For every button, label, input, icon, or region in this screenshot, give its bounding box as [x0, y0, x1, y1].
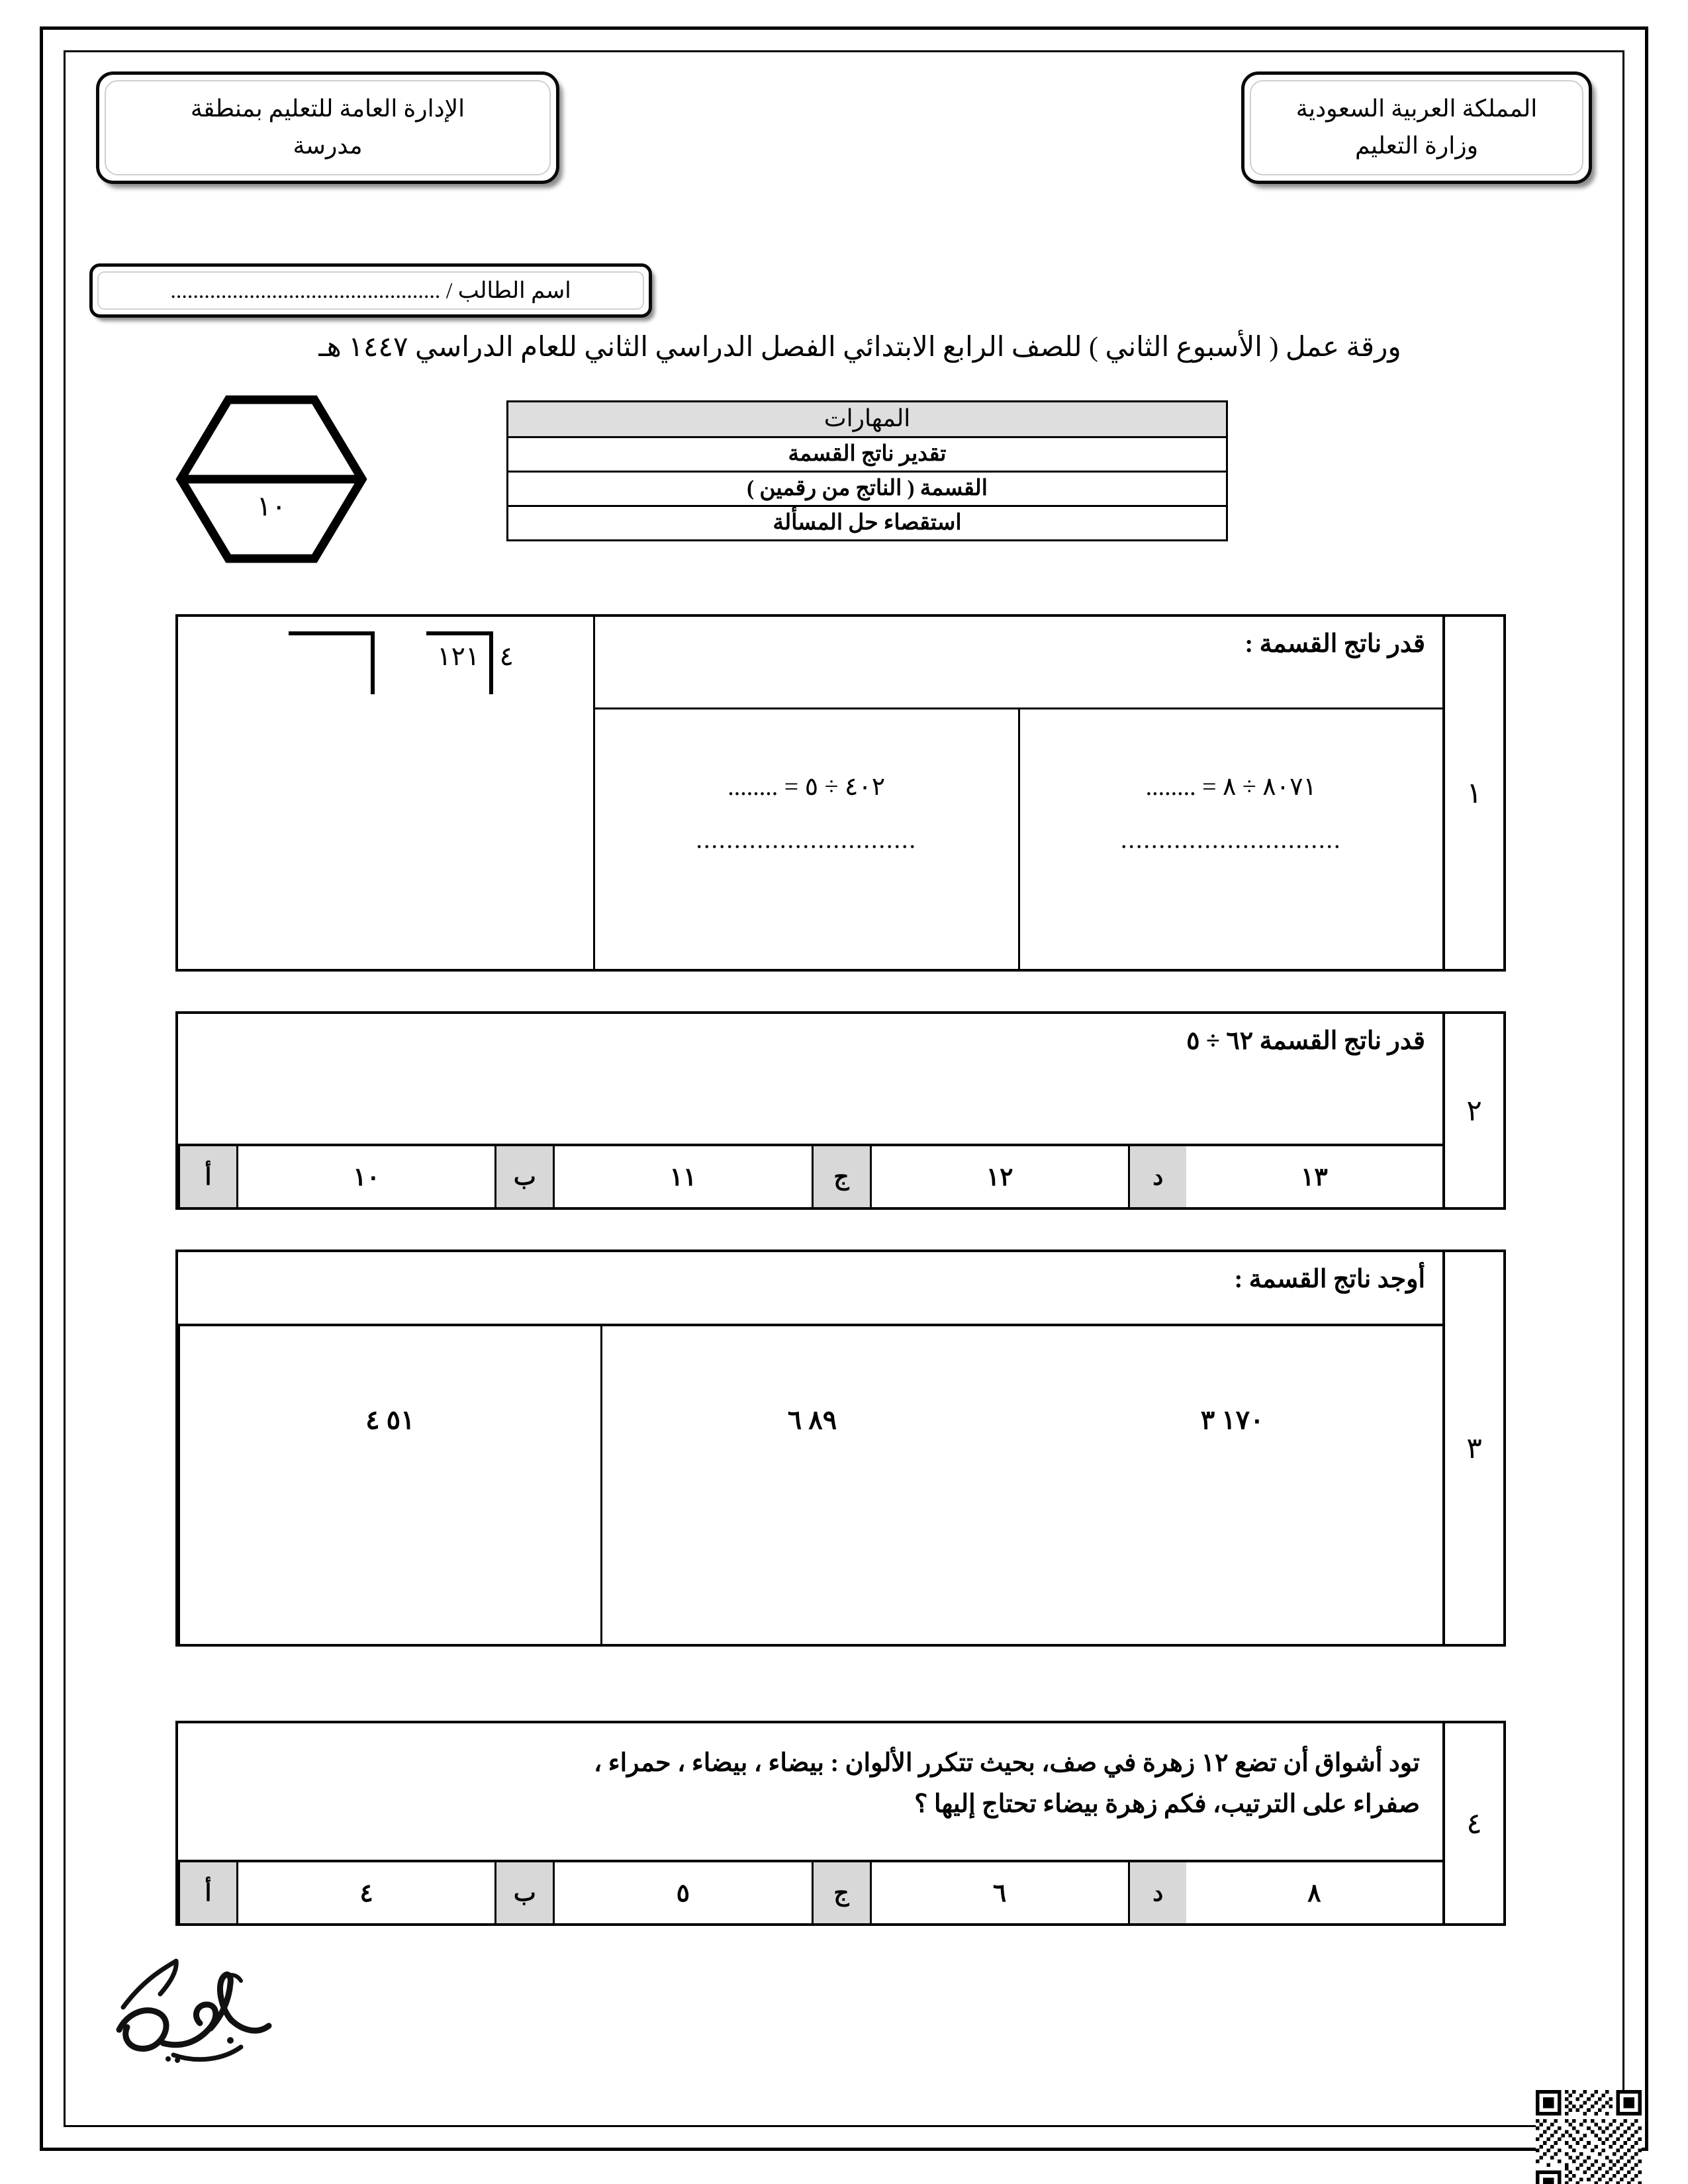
question-2-prompt: قدر ناتج القسمة ٦٢ ÷ ٥: [1186, 1027, 1425, 1055]
question-2-choice-letter-a[interactable]: أ: [178, 1146, 236, 1207]
total-mark-value: ١٠: [256, 492, 287, 522]
question-2-block: [175, 1011, 1506, 1210]
student-name-label: اسم الطالب / ................................................: [170, 279, 571, 303]
question-3-workspaces: [178, 1326, 1442, 1644]
long-division-divisor: ٤: [499, 641, 514, 671]
kingdom-label: المملكة العربية السعودية: [1295, 95, 1538, 122]
question-4-choice-letter-d[interactable]: د: [1128, 1862, 1186, 1923]
skills-table-header-row: [508, 402, 1227, 437]
long-division-dividend: ١٢١: [426, 631, 492, 694]
school-label: مدرسة: [293, 132, 363, 159]
question-2-number: ٢: [1442, 1014, 1503, 1207]
question-3-workspace-c[interactable]: [1022, 1326, 1442, 1644]
question-2-choice-value-a[interactable]: ١٠: [236, 1146, 494, 1207]
question-4-choice-value-b[interactable]: ٥: [553, 1862, 811, 1923]
question-4-choice-letter-c[interactable]: ج: [812, 1862, 870, 1923]
question-3-expression-c: ١٧٠ ٣: [1200, 1405, 1264, 1435]
question-2-body: [178, 1014, 1442, 1207]
skills-table-header-cell: المهارات: [508, 402, 1227, 437]
question-1-long-division-pane[interactable]: [178, 617, 595, 969]
table-row: [508, 472, 1227, 506]
question-4-number: ٤: [1442, 1723, 1503, 1923]
question-1-block: [175, 614, 1506, 972]
ministry-header-box: [1241, 71, 1592, 184]
question-1-expression-b: ٨٠٧١ ÷ ٨ = ........: [1145, 773, 1317, 801]
question-3-prompt: أوجد ناتج القسمة :: [1234, 1265, 1425, 1293]
student-name-field[interactable]: [89, 263, 652, 318]
question-4-choice-value-a[interactable]: ٤: [236, 1862, 494, 1923]
table-row: [508, 506, 1227, 541]
question-4-prompt-line-1: تود أشواق أن تضع ١٢ زهرة في صف، بحيث تتكرر الألوان : بيضاء ، بيضاء ، حمراء ،: [593, 1749, 1420, 1777]
long-division-blank-frame[interactable]: [289, 631, 375, 694]
question-1-answer-line-a[interactable]: .............................: [696, 825, 917, 854]
question-4-block: [175, 1721, 1506, 1926]
question-4-choices: [178, 1860, 1442, 1923]
long-division-problem: [426, 631, 514, 694]
education-admin-label: الإدارة العامة للتعليم بمنطقة: [190, 95, 465, 122]
question-4-choice-letter-b[interactable]: ب: [494, 1862, 553, 1923]
question-3-workspace-b[interactable]: [600, 1326, 1023, 1644]
question-2-choice-letter-c[interactable]: ج: [812, 1146, 870, 1207]
question-2-choice-value-c[interactable]: ١٢: [870, 1146, 1128, 1207]
question-4-prompt-line-2: صفراء على الترتيب، فكم زهرة بيضاء تحتاج إليها ؟: [914, 1790, 1420, 1818]
question-1-answer-line-b[interactable]: .............................: [1121, 825, 1342, 854]
question-2-choice-value-d[interactable]: ١٣: [1300, 1163, 1328, 1191]
question-3-prompt-row: [178, 1252, 1442, 1326]
table-row: [508, 437, 1227, 472]
qr-code[interactable]: [1536, 2090, 1642, 2184]
skill-cell-2: القسمة ( الناتج من رقمين ): [508, 472, 1227, 506]
skill-cell-1: تقدير ناتج القسمة: [508, 437, 1227, 472]
question-4-choice-value-c[interactable]: ٦: [870, 1862, 1128, 1923]
question-3-workspace-a[interactable]: [178, 1326, 600, 1644]
signature-mark: [99, 1942, 298, 2075]
question-3-number: ٣: [1442, 1252, 1503, 1644]
ministry-label: وزارة التعليم: [1355, 132, 1478, 159]
question-4-choice-letter-a[interactable]: أ: [178, 1862, 236, 1923]
question-1-subitem-b[interactable]: [1018, 709, 1443, 969]
question-3-expression-a: ٥١ ٤: [365, 1405, 415, 1435]
question-1-expression-a: ٤٠٢ ÷ ٥ = ........: [727, 773, 886, 801]
question-3-body: [178, 1252, 1442, 1644]
question-1-prompt: قدر ناتج القسمة :: [1244, 630, 1425, 658]
question-2-choice-letter-d[interactable]: د: [1128, 1146, 1186, 1207]
question-4-choice-value-d[interactable]: ٨: [1307, 1879, 1321, 1907]
skill-cell-3: استقصاء حل المسألة: [508, 506, 1227, 541]
question-1-content-pane: [595, 617, 1442, 969]
question-2-choices: [178, 1144, 1442, 1207]
question-4-prompt: [178, 1723, 1442, 1825]
question-3-expression-b: ٨٩ ٦: [787, 1405, 837, 1435]
question-4-body: [178, 1723, 1442, 1923]
question-1-body: [178, 617, 1442, 969]
education-admin-header-box: [96, 71, 559, 184]
skills-table: [506, 400, 1228, 541]
long-division-blank-workspace[interactable]: [289, 631, 375, 694]
question-2-choice-value-b[interactable]: ١١: [553, 1146, 811, 1207]
question-2-choice-letter-b[interactable]: ب: [494, 1146, 553, 1207]
question-1-number: ١: [1442, 617, 1503, 969]
question-1-subitems: [595, 709, 1442, 969]
worksheet-title: ورقة عمل ( الأسبوع الثاني ) للصف الرابع الابتدائي الفصل الدراسي الثاني للعام الدراسي ١٤٤٧ هـ: [318, 332, 1401, 363]
question-3-block: [175, 1250, 1506, 1647]
question-1-subitem-a[interactable]: [595, 709, 1018, 969]
question-1-prompt-row: [595, 617, 1442, 709]
total-mark-hexagon: [175, 392, 367, 567]
